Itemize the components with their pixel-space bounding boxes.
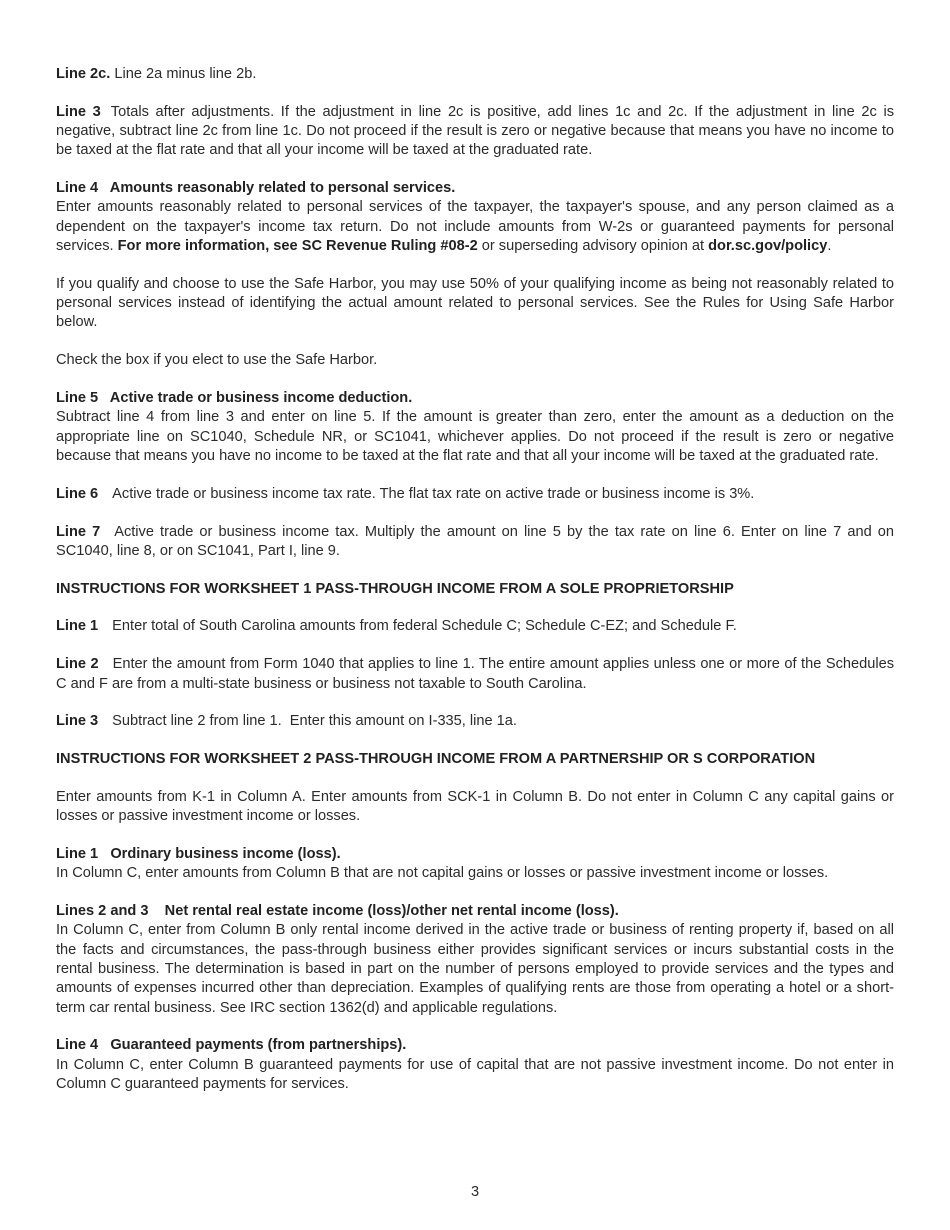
line-5-heading: Line 5 Active trade or business income deduction.: [56, 390, 413, 407]
line-text: Totals after adjustments. If the adjustment in line 2c is positive, add lines 1c and 2c. If the adjustment in line 2c is negative, subtract line 2c from line 1c. Do not proceed if the result is zero or negative because that means you have no income to be taxed at the flat rate and that all your income will be taxed at the graduated rate.: [56, 103, 894, 159]
line-label: Line 2: [56, 656, 99, 673]
page-number: 3: [470, 1184, 480, 1200]
ws2-line-1-text: In Column C, enter amounts from Column B that are not capital gains or losses or passive investment income or losses.: [56, 865, 829, 882]
instructions-content: [56, 65, 894, 1113]
ws1-line-1-paragraph: [56, 617, 894, 636]
ws2-line-1-section: [56, 845, 894, 884]
line-5-text: Subtract line 4 from line 3 and enter on line 5. If the amount is greater than zero, enter the amount as a deduction on the appropriate line on SC1040, Schedule NR, or SC1041, whichever applies. Do not proceed if the result is zero or negative because that means you have no income to be taxed at the flat rate and that all your income will be taxed at the graduated rate.: [56, 409, 894, 464]
policy-link-text: dor.sc.gov/policy: [708, 238, 828, 255]
line-text: Enter total of South Carolina amounts from federal Schedule C; Schedule C-EZ; and Schedule F.: [112, 618, 737, 635]
ws2-lines-2-3-heading: Lines 2 and 3 Net rental real estate income (loss)/other net rental income (loss).: [56, 903, 619, 920]
ws2-line-1-heading: Line 1 Ordinary business income (loss).: [56, 846, 341, 863]
ws2-intro-paragraph: Enter amounts from K-1 in Column A. Enter amounts from SCK-1 in Column B. Do not enter in Column C any capital gains or losses or passive investment income or losses.: [56, 788, 894, 825]
line-text: Active trade or business income tax rate. The flat tax rate on active trade or business income is 3%.: [112, 485, 755, 502]
ws2-line-4-section: [56, 1036, 894, 1094]
line-label: Line 3: [56, 713, 99, 730]
line-4-heading: Line 4 Amounts reasonably related to personal services.: [56, 180, 456, 197]
line-text: Subtract line 2 from line 1. Enter this amount on I-335, line 1a.: [112, 713, 517, 730]
ws2-line-4-text: In Column C, enter Column B guaranteed payments for use of capital that are not passive investment income. Do not enter in Column C guaranteed payments for services.: [56, 1056, 894, 1092]
ws2-lines-2-3-text: In Column C, enter from Column B only rental income derived in the active trade or business of renting property if, based on all the facts and circumstances, the pass-through business either provides significant services or incurs substantial costs in the rental business. The determination is based in part on the number of persons employed to provide services and the types and amounts of expenses incurred other than depreciation. Examples of qualifying rents are those from operating a hotel or a short-term car rental business. See IRC section 1362(d) and applicable regulations.: [56, 922, 894, 1016]
ws1-line-2-paragraph: [56, 655, 894, 694]
safe-harbor-check-note: Check the box if you elect to use the Safe Harbor.: [56, 352, 378, 369]
line-text: Line 2a minus line 2b.: [110, 66, 257, 82]
line-4-text: Enter amounts reasonably related to personal services of the taxpayer, the taxpayer's spouse, and any person claimed as a dependent on the taxpayer's income tax return. Do not include amounts from W-2s or guaranteed payments for personal services. For more information, see SC Revenue Ruling #08-2 or superseding advisory opinion at dor.sc.gov/policy.: [56, 199, 894, 255]
line-label: Line 6: [56, 485, 99, 502]
line-label: Line 7: [56, 523, 101, 540]
worksheet-1-heading: INSTRUCTIONS FOR WORKSHEET 1 PASS-THROUGH INCOME FROM A SOLE PROPRIETORSHIP: [56, 580, 734, 597]
ws2-lines-2-3-section: [56, 902, 894, 1018]
line-label: Line 2c.: [56, 66, 111, 82]
line-4-section: [56, 179, 894, 256]
safe-harbor-paragraph: If you qualify and choose to use the Safe Harbor, you may use 50% of your qualifying income as being not reasonably related to personal services instead of identifying the actual amount related to personal services. See the Rules for Using Safe Harbor below.: [56, 275, 894, 331]
line-label: Line 1: [56, 618, 99, 635]
line-5-section: [56, 389, 894, 466]
revenue-ruling-reference: For more information, see SC Revenue Ruling #08-2: [117, 238, 478, 255]
line-7-paragraph: [56, 523, 894, 562]
line-label: Line 3: [56, 103, 101, 120]
line-text: Enter the amount from Form 1040 that applies to line 1. The entire amount applies unless one or more of the Schedules C and F are from a multi-state business or business not taxable to South Carolina.: [56, 656, 894, 692]
worksheet-2-heading: INSTRUCTIONS FOR WORKSHEET 2 PASS-THROUGH INCOME FROM A PARTNERSHIP OR S CORPORATION: [56, 751, 816, 768]
ws2-line-4-heading: Line 4 Guaranteed payments (from partnerships).: [56, 1037, 407, 1054]
line-text: Active trade or business income tax. Multiply the amount on line 5 by the tax rate on line 6. Enter on line 7 and on SC1040, line 8, or on SC1041, Part I, line 9.: [56, 523, 895, 559]
line-2c-paragraph: [56, 65, 894, 84]
line-6-paragraph: [56, 485, 894, 504]
ws1-line-3-paragraph: [56, 712, 894, 731]
line-3-paragraph: [56, 103, 894, 161]
